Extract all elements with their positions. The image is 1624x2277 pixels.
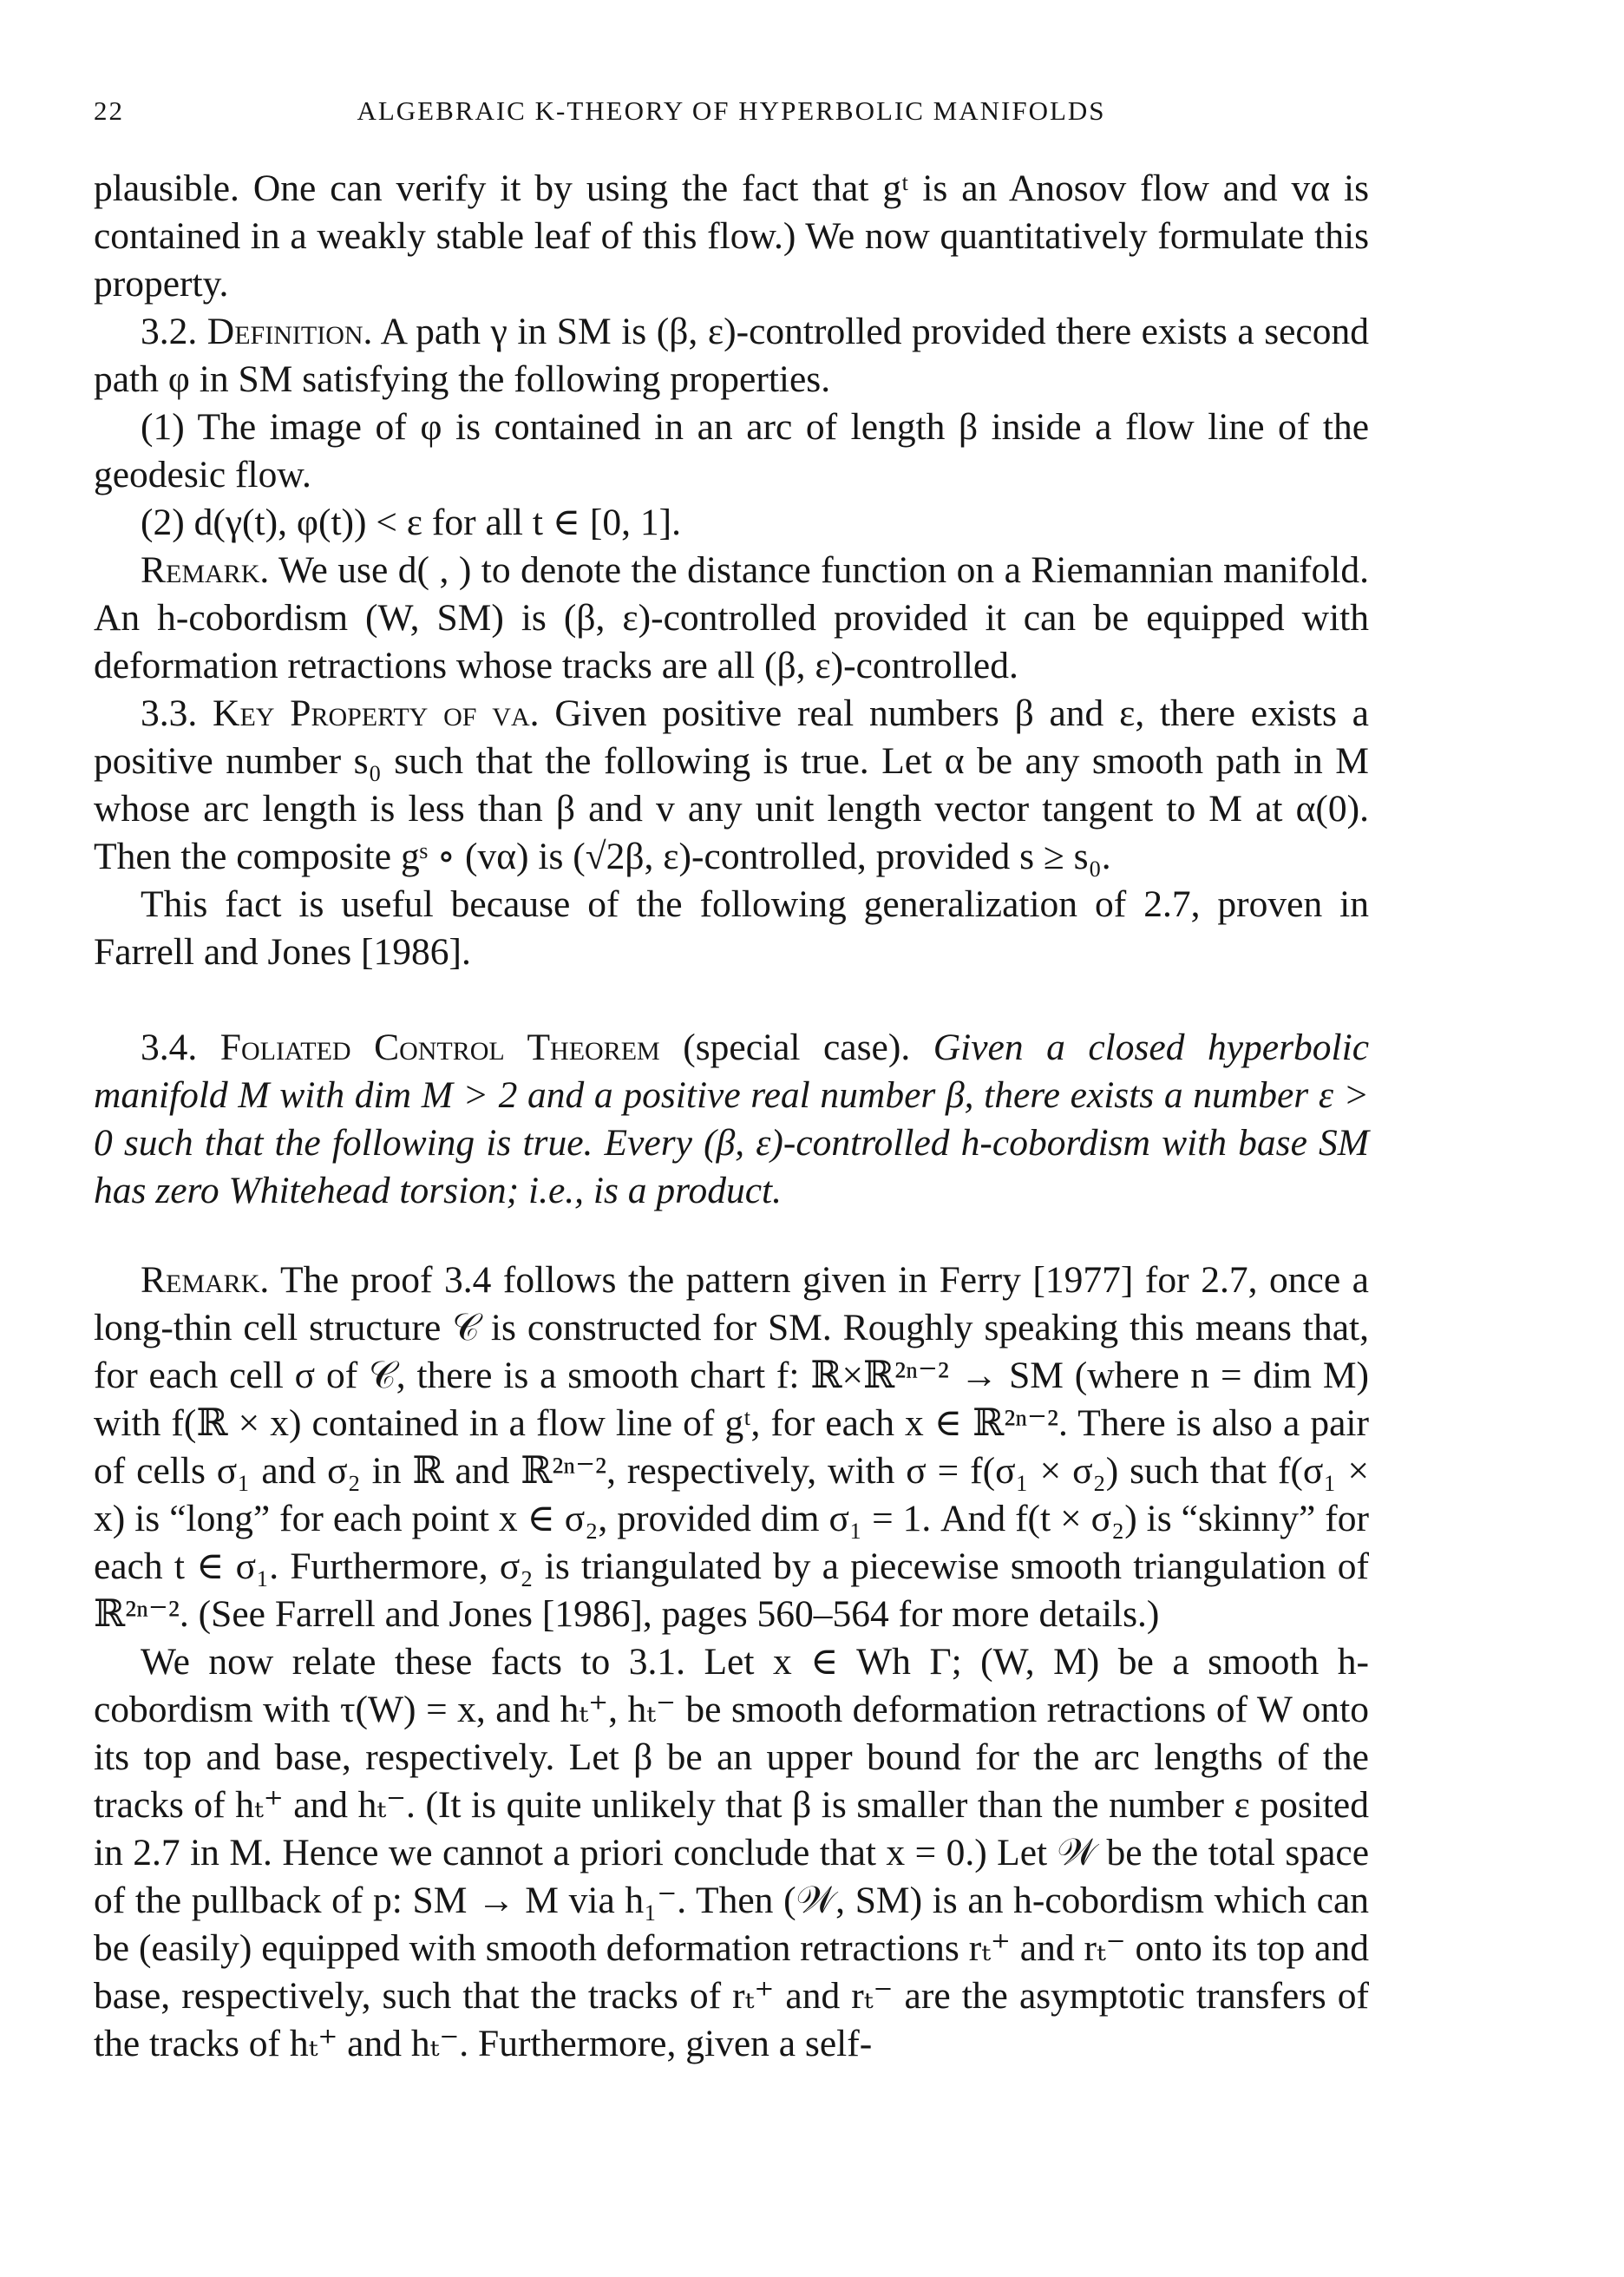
page-number: 22 — [94, 95, 124, 126]
remark-text: We use d( , ) to denote the distance function on a Riemannian manifold. An h-cobordism (W, SM) is (β, ε)-controlled provided it can be equipped with deformation retractions whose tracks are all (β, ε)-controlled. — [94, 549, 1369, 686]
key-property-text: Given positive real numbers β and ε, there exists a positive number s₀ such that the following is true. Let α be any smooth path in M whose arc length is less than β and v any unit length vector tangent to M at α(0). Then the composite gˢ ∘ (vα) is (√2β, ε)-controlled, provided s ≥ s₀. — [94, 692, 1369, 877]
definition-item-1: (1) The image of φ is contained in an arc of length β inside a flow line of the geodesic flow. — [94, 406, 1369, 495]
theorem-qualifier: (special case). — [683, 1027, 911, 1068]
running-title: ALGEBRAIC K-THEORY OF HYPERBOLIC MANIFOLDS — [357, 95, 1106, 126]
theorem-3-4 — [94, 1024, 1369, 1215]
page-header — [94, 85, 1369, 134]
definition-label: 3.2. Definition. — [141, 311, 373, 352]
key-property-label: 3.3. Key Property of vα. — [141, 692, 540, 734]
definition-item-2: (2) d(γ(t), φ(t)) < ε for all t ∈ [0, 1]. — [141, 502, 682, 543]
remark-label: Remark. — [141, 549, 270, 591]
theorem-statement: Given a closed hyperbolic manifold M with dim M > 2 and a positive real number β, there exists a number ε > 0 such that the following is true. Every (β, ε)-controlled h-cobordism with base SM has zero Whitehead torsion; i.e., is a product. — [94, 1027, 1370, 1211]
paragraph-useful-fact: This fact is useful because of the following generalization of 2.7, proven in Farrell and Jones [1986]. — [94, 883, 1369, 973]
remark-text: The proof 3.4 follows the pattern given in Ferry [1977] for 2.7, once a long-thin cell structure 𝒞 is constructed for SM. Roughly speaking this means that, for each cell σ of 𝒞, there is a smooth chart f: ℝ×ℝ²ⁿ⁻² → SM (where n = dim M) with f(ℝ × x) contained in a flow line of gᵗ, for each x ∈ ℝ²ⁿ⁻². There is also a pair of cells σ₁ and σ₂ in ℝ and ℝ²ⁿ⁻², respectively, with σ = f(σ₁ × σ₂) such that f(σ₁ × x) is “long” for each point x ∈ σ₂, provided dim σ₁ = 1. And f(t × σ₂) is “skinny” for each t ∈ σ₁. Furthermore, σ₂ is triangulated by a piecewise smooth triangulation of ℝ²ⁿ⁻². (See Farrell and Jones [1986], pages 560–564 for more details.) — [94, 1259, 1369, 1635]
definition-text: A path γ in SM is (β, ε)-controlled provided there exists a second path φ in SM satisfying the following properties. — [94, 311, 1369, 400]
paragraph-continuation: plausible. One can verify it by using the fact that gᵗ is an Anosov flow and vα is contained in a weakly stable leaf of this flow.) We now quantitatively formulate this property. — [94, 167, 1369, 305]
theorem-label: 3.4. Foliated Control Theorem — [141, 1027, 660, 1068]
remark-label: Remark. — [141, 1259, 270, 1301]
key-property-3-3 — [94, 690, 1369, 881]
remark-long-thin — [94, 1257, 1369, 1638]
paragraph-relate-facts: We now relate these facts to 3.1. Let x ∈ Wh Γ; (W, M) be a smooth h-cobordism with τ(W) = x, and hₜ⁺, hₜ⁻ be smooth deformation retractions of W onto its top and base, respectively. Let β be an upper bound for the arc lengths of the tracks of hₜ⁺ and hₜ⁻. (It is quite unlikely that β is smaller than the number ε posited in 2.7 in M. Hence we cannot a priori conclude that x = 0.) Let 𝒲 be the total space of the pullback of p: SM → M via h₁⁻. Then (𝒲, SM) is an h-cobordism which can be (easily) equipped with smooth deformation retractions rₜ⁺ and rₜ⁻ onto its top and base, respectively, such that the tracks of rₜ⁺ and rₜ⁻ are the asymptotic transfers of the tracks of hₜ⁺ and hₜ⁻. Furthermore, given a self- — [94, 1641, 1369, 2064]
page-body — [94, 165, 1369, 2068]
definition-3-2 — [94, 308, 1369, 404]
remark-paragraph — [94, 547, 1369, 690]
